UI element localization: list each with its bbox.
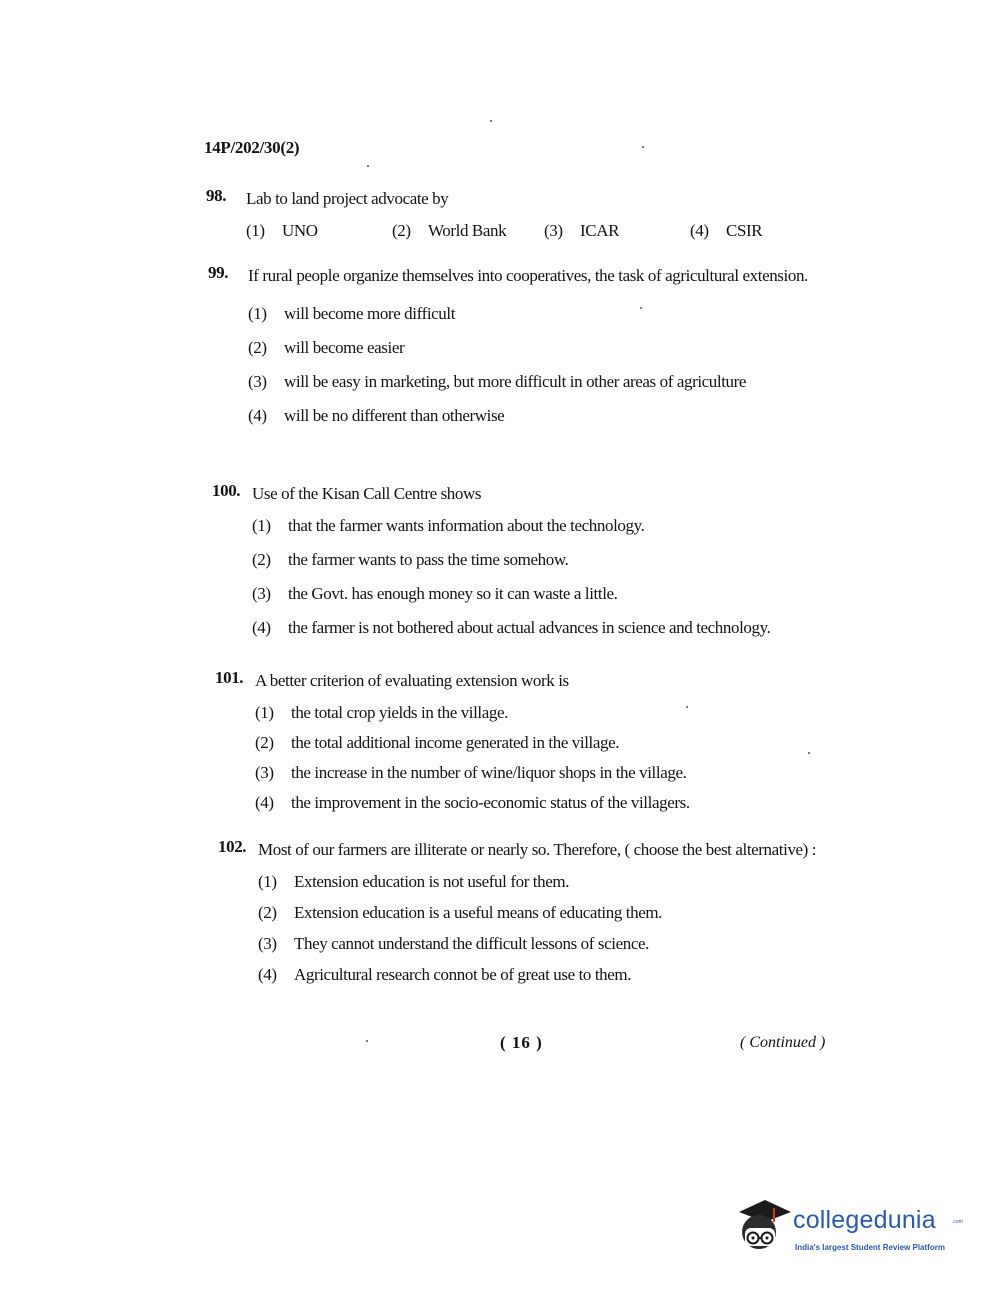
question-number: 100. bbox=[212, 481, 241, 500]
page-number: ( 16 ) bbox=[500, 1033, 543, 1052]
question-102 bbox=[218, 837, 832, 985]
question-101 bbox=[215, 668, 835, 813]
option-2: (2) World Bank bbox=[392, 221, 507, 240]
question-99 bbox=[208, 263, 820, 426]
question-98 bbox=[206, 186, 806, 241]
collegedunia-logo bbox=[735, 1198, 963, 1258]
option-1: (1) UNO bbox=[246, 221, 318, 240]
paper-code: 14P/202/30(2) bbox=[204, 138, 300, 157]
question-stem: Lab to land project advocate by bbox=[246, 189, 449, 208]
option-4: (4) the improvement in the socio-economic status of the villagers. bbox=[255, 793, 690, 812]
option-2: (2) will become easier bbox=[248, 338, 405, 357]
question-stem: Use of the Kisan Call Centre shows bbox=[252, 484, 482, 503]
question-100 bbox=[212, 481, 832, 638]
option-1: (1) Extension education is not useful for them. bbox=[258, 872, 570, 891]
option-1: (1) will become more difficult bbox=[248, 304, 456, 323]
logo-wordmark: collegedunia bbox=[793, 1206, 936, 1234]
option-4: (4) CSIR bbox=[690, 221, 763, 240]
option-1: (1) the total crop yields in the village. bbox=[255, 703, 508, 722]
option-2: (2) the total additional income generated in the village. bbox=[255, 733, 620, 752]
mascot-icon bbox=[735, 1198, 791, 1256]
option-1: (1) that the farmer wants information about the technology. bbox=[252, 516, 645, 535]
option-3: (3) ICAR bbox=[544, 221, 620, 240]
option-4: (4) will be no different than otherwise bbox=[248, 406, 505, 425]
question-stem: If rural people organize themselves into cooperatives, the task of agricultural extension. bbox=[248, 266, 808, 285]
option-3: (3) They cannot understand the difficult lessons of science. bbox=[258, 934, 649, 953]
question-number: 98. bbox=[206, 186, 227, 205]
logo-tagline: India's largest Student Review Platform bbox=[795, 1243, 945, 1252]
option-3: (3) the increase in the number of wine/liquor shops in the village. bbox=[255, 763, 687, 782]
option-3: (3) the Govt. has enough money so it can waste a little. bbox=[252, 584, 618, 603]
option-4: (4) Agricultural research connot be of great use to them. bbox=[258, 965, 632, 984]
logo-suffix: .com bbox=[952, 1219, 963, 1225]
option-2: (2) Extension education is a useful means of educating them. bbox=[258, 903, 663, 922]
question-number: 99. bbox=[208, 263, 229, 282]
question-number: 101. bbox=[215, 668, 244, 687]
option-3: (3) will be easy in marketing, but more difficult in other areas of agriculture bbox=[248, 372, 747, 391]
option-4: (4) the farmer is not bothered about actual advances in science and technology. bbox=[252, 618, 771, 637]
question-stem: A better criterion of evaluating extension work is bbox=[255, 671, 569, 690]
option-2: (2) the farmer wants to pass the time somehow. bbox=[252, 550, 569, 569]
continued-label: ( Continued ) bbox=[740, 1034, 826, 1051]
question-stem: Most of our farmers are illiterate or nearly so. Therefore, ( choose the best alternative) : bbox=[258, 840, 817, 859]
question-number: 102. bbox=[218, 837, 247, 856]
